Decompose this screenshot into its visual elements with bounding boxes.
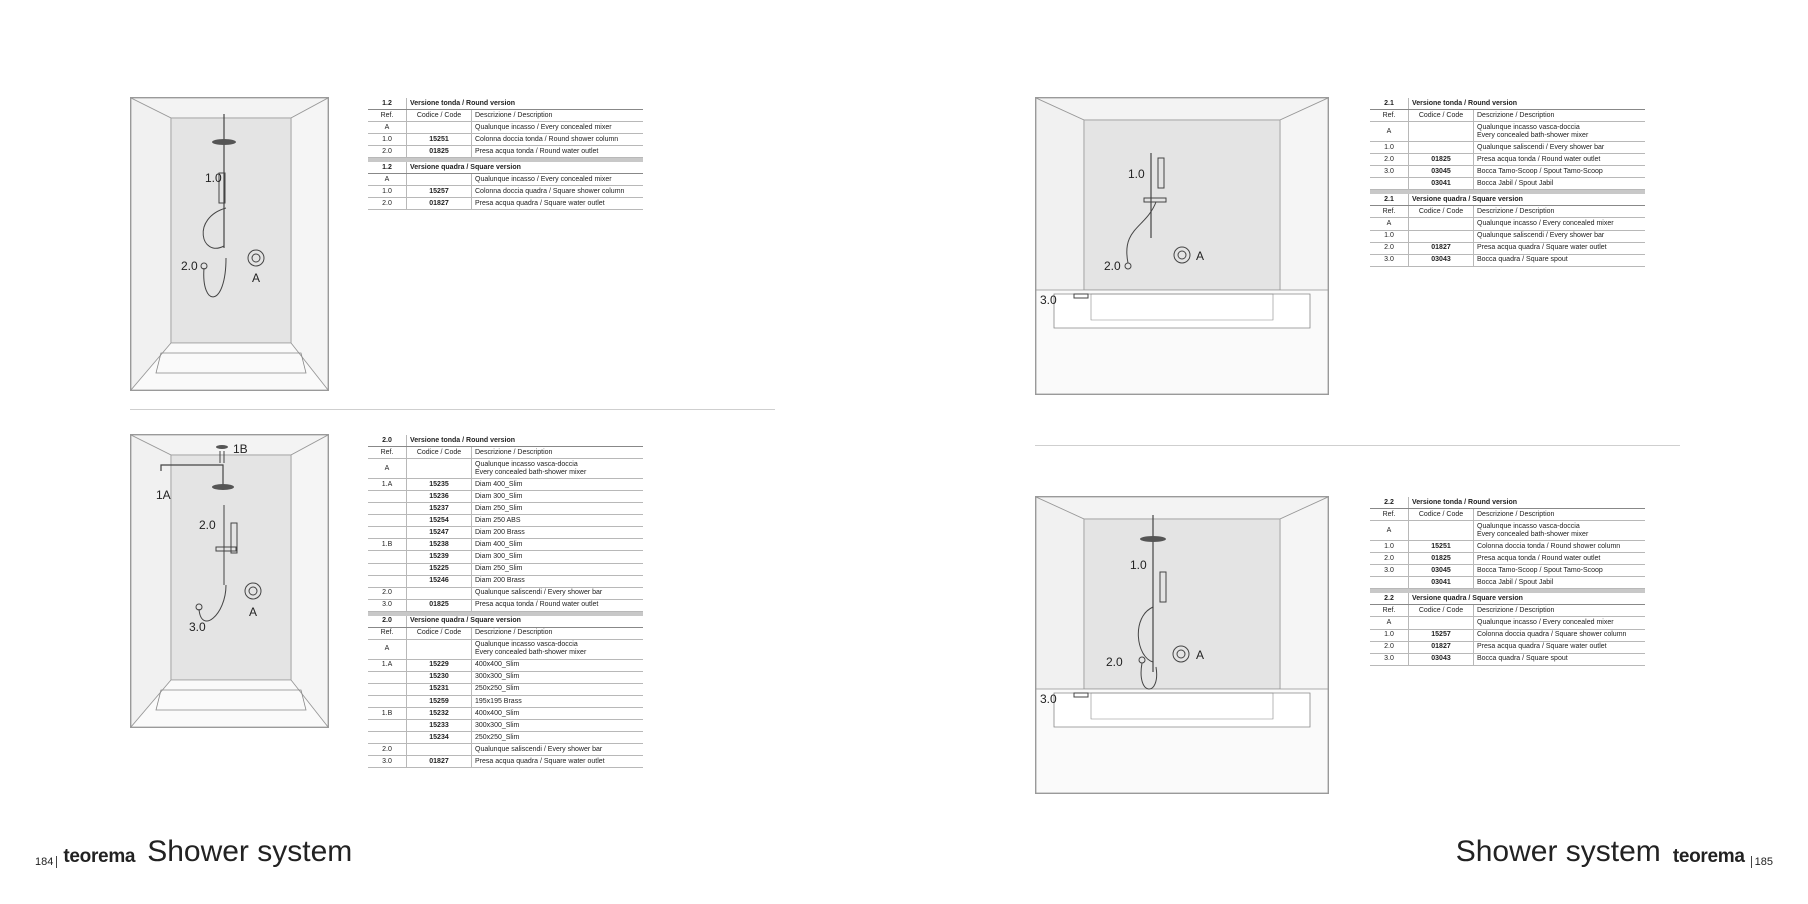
cell-code: 03041 bbox=[1409, 178, 1474, 190]
section-title: Shower system bbox=[147, 835, 353, 868]
cell-code: 15251 bbox=[1409, 541, 1474, 553]
table-row bbox=[368, 515, 643, 527]
cell-ref bbox=[368, 732, 407, 744]
cell-ref: 3.0 bbox=[368, 599, 407, 611]
col-ref: Ref. bbox=[1370, 110, 1409, 122]
cell-desc: Presa acqua quadra / Square water outlet bbox=[472, 198, 644, 210]
cell-ref: 3.0 bbox=[1370, 653, 1409, 665]
cell-desc: Diam 300_Slim bbox=[472, 551, 644, 563]
cell-code: 03043 bbox=[1409, 653, 1474, 665]
table-row bbox=[368, 671, 643, 683]
table-row bbox=[1370, 166, 1645, 178]
cell-code bbox=[1409, 230, 1474, 242]
cell-ref bbox=[368, 575, 407, 587]
table-row bbox=[368, 539, 643, 551]
col-code: Codice / Code bbox=[407, 627, 472, 639]
cell-code bbox=[1409, 521, 1474, 541]
cell-code: 15236 bbox=[407, 491, 472, 503]
cell-ref bbox=[368, 515, 407, 527]
cell-code bbox=[407, 744, 472, 756]
cell-desc: Qualunque incasso vasca-doccia Every concealed bath-shower mixer bbox=[472, 459, 644, 479]
cell-desc: Qualunque saliscendi / Every shower bar bbox=[1474, 230, 1646, 242]
cell-desc: 250x250_Slim bbox=[472, 683, 644, 695]
cell-ref bbox=[368, 503, 407, 515]
version-title: Versione quadra / Square version bbox=[407, 616, 644, 628]
cell-code: 15257 bbox=[407, 186, 472, 198]
col-desc: Descrizione / Description bbox=[472, 110, 644, 122]
cell-desc: Bocca quadra / Square spout bbox=[1474, 653, 1646, 665]
divider-left bbox=[130, 409, 775, 410]
cell-code: 15234 bbox=[407, 732, 472, 744]
col-ref: Ref. bbox=[368, 110, 407, 122]
cell-ref: 2.0 bbox=[368, 198, 407, 210]
cell-ref: A bbox=[368, 174, 407, 186]
cell-code bbox=[1409, 122, 1474, 142]
col-ref: Ref. bbox=[1370, 605, 1409, 617]
cell-desc: Diam 400_Slim bbox=[472, 539, 644, 551]
brand-logo: teorema bbox=[1672, 846, 1745, 867]
cell-desc: Diam 200 Brass bbox=[472, 527, 644, 539]
cell-code: 15247 bbox=[407, 527, 472, 539]
cell-desc: Presa acqua tonda / Round water outlet bbox=[1474, 154, 1646, 166]
illus-2-label-2-0: 2.0 bbox=[199, 518, 216, 532]
cell-desc: Qualunque incasso / Every concealed mixer bbox=[1474, 617, 1646, 629]
cell-code: 15257 bbox=[1409, 629, 1474, 641]
cell-code: 03045 bbox=[1409, 166, 1474, 178]
table-row bbox=[368, 708, 643, 720]
cell-desc: Diam 300_Slim bbox=[472, 491, 644, 503]
cell-desc: Qualunque incasso / Every concealed mixer bbox=[472, 122, 644, 134]
table-row bbox=[368, 587, 643, 599]
table-row bbox=[1370, 577, 1645, 589]
table-row bbox=[1370, 617, 1645, 629]
shower-illustration-1-2 bbox=[130, 97, 329, 391]
cell-ref bbox=[1370, 577, 1409, 589]
table-row bbox=[368, 186, 643, 198]
cell-desc: Qualunque incasso / Every concealed mixer bbox=[1474, 218, 1646, 230]
cell-code bbox=[407, 459, 472, 479]
table-row bbox=[1370, 521, 1645, 541]
cell-desc: Diam 250_Slim bbox=[472, 503, 644, 515]
cell-ref: A bbox=[368, 639, 407, 659]
cell-code: 03041 bbox=[1409, 577, 1474, 589]
cell-ref: 1.0 bbox=[1370, 629, 1409, 641]
cell-code: 15235 bbox=[407, 479, 472, 491]
cell-desc: Qualunque incasso vasca-doccia Every concealed bath-shower mixer bbox=[1474, 122, 1646, 142]
version-title: Versione quadra / Square version bbox=[1409, 593, 1646, 605]
cell-desc: 250x250_Slim bbox=[472, 732, 644, 744]
spec-table-2-2 bbox=[1370, 497, 1645, 666]
table-row bbox=[368, 503, 643, 515]
cell-desc: Colonna doccia quadra / Square shower column bbox=[1474, 629, 1646, 641]
page-number: 185 bbox=[1751, 856, 1773, 868]
illus-2-label-1a: 1A bbox=[156, 488, 171, 502]
illus-3-label-2-0: 2.0 bbox=[1104, 259, 1121, 273]
cell-ref: 1.0 bbox=[1370, 230, 1409, 242]
table-row bbox=[1370, 122, 1645, 142]
table-row bbox=[1370, 541, 1645, 553]
spec-table-2-0 bbox=[368, 435, 643, 768]
col-ref: Ref. bbox=[1370, 509, 1409, 521]
cell-ref: 1.0 bbox=[368, 186, 407, 198]
cell-desc: Bocca Tamo-Scoop / Spout Tamo-Scoop bbox=[1474, 166, 1646, 178]
illus-3-label-1-0: 1.0 bbox=[1128, 167, 1145, 181]
cell-desc: Bocca Jabil / Spout Jabil bbox=[1474, 178, 1646, 190]
version-title: Versione tonda / Round version bbox=[407, 98, 644, 110]
illus-4-label-2-0: 2.0 bbox=[1106, 655, 1123, 669]
cell-ref bbox=[368, 696, 407, 708]
section-number: 2.1 bbox=[1370, 98, 1409, 110]
cell-desc: 300x300_Slim bbox=[472, 671, 644, 683]
cell-code bbox=[407, 639, 472, 659]
cell-desc: Bocca quadra / Square spout bbox=[1474, 254, 1646, 266]
cell-desc: Qualunque incasso vasca-doccia Every concealed bath-shower mixer bbox=[472, 639, 644, 659]
cell-ref: A bbox=[1370, 122, 1409, 142]
col-code: Codice / Code bbox=[407, 447, 472, 459]
spec-table-1-2 bbox=[368, 98, 643, 210]
cell-code: 01827 bbox=[407, 756, 472, 768]
cell-ref: 1.A bbox=[368, 479, 407, 491]
cell-ref: 1.0 bbox=[1370, 142, 1409, 154]
section-number: 1.2 bbox=[368, 162, 407, 174]
cell-ref bbox=[368, 671, 407, 683]
table-row bbox=[1370, 242, 1645, 254]
cell-code: 15230 bbox=[407, 671, 472, 683]
cell-code: 15239 bbox=[407, 551, 472, 563]
illus-4-label-3-0: 3.0 bbox=[1040, 692, 1057, 706]
bath-illustration-2-1 bbox=[1035, 97, 1329, 395]
cell-desc: 195x195 Brass bbox=[472, 696, 644, 708]
cell-desc: Presa acqua tonda / Round water outlet bbox=[1474, 553, 1646, 565]
cell-ref: 2.0 bbox=[1370, 641, 1409, 653]
col-code: Codice / Code bbox=[407, 110, 472, 122]
cell-code: 15259 bbox=[407, 696, 472, 708]
section-title: Shower system bbox=[1455, 835, 1661, 868]
table-row bbox=[368, 146, 643, 158]
cell-code bbox=[1409, 142, 1474, 154]
cell-desc: Presa acqua quadra / Square water outlet bbox=[472, 756, 644, 768]
footer-right bbox=[1456, 828, 1773, 868]
cell-code: 15229 bbox=[407, 659, 472, 671]
cell-ref bbox=[368, 527, 407, 539]
divider-right bbox=[1035, 445, 1680, 446]
cell-ref: 1.0 bbox=[1370, 541, 1409, 553]
table-row bbox=[368, 563, 643, 575]
table-row bbox=[368, 756, 643, 768]
page-number: 184 bbox=[35, 856, 57, 868]
cell-ref: 1.B bbox=[368, 708, 407, 720]
cell-desc: Qualunque saliscendi / Every shower bar bbox=[1474, 142, 1646, 154]
cell-code: 15246 bbox=[407, 575, 472, 587]
cell-code: 15232 bbox=[407, 708, 472, 720]
version-title: Versione tonda / Round version bbox=[1409, 98, 1646, 110]
cell-desc: Colonna doccia quadra / Square shower column bbox=[472, 186, 644, 198]
table-row bbox=[1370, 553, 1645, 565]
table-row bbox=[368, 527, 643, 539]
cell-ref bbox=[368, 491, 407, 503]
cell-desc: Bocca Jabil / Spout Jabil bbox=[1474, 577, 1646, 589]
table-row bbox=[368, 479, 643, 491]
cell-ref: A bbox=[1370, 218, 1409, 230]
cell-desc: Diam 400_Slim bbox=[472, 479, 644, 491]
table-row bbox=[368, 134, 643, 146]
cell-ref bbox=[1370, 178, 1409, 190]
illus-1-label-1-0: 1.0 bbox=[205, 171, 222, 185]
illus-3-label-3-0: 3.0 bbox=[1040, 293, 1057, 307]
section-number: 2.2 bbox=[1370, 497, 1409, 509]
cell-code bbox=[407, 122, 472, 134]
cell-code: 03045 bbox=[1409, 565, 1474, 577]
table-row bbox=[368, 599, 643, 611]
table-row bbox=[368, 459, 643, 479]
cell-ref: A bbox=[1370, 521, 1409, 541]
footer-left bbox=[35, 828, 352, 868]
illus-2-label-a: A bbox=[249, 605, 258, 619]
cell-desc: Colonna doccia tonda / Round shower column bbox=[1474, 541, 1646, 553]
cell-code: 15233 bbox=[407, 720, 472, 732]
cell-desc: Qualunque incasso vasca-doccia Every concealed bath-shower mixer bbox=[1474, 521, 1646, 541]
cell-ref: 2.0 bbox=[368, 146, 407, 158]
table-row bbox=[368, 720, 643, 732]
table-row bbox=[368, 174, 643, 186]
cell-ref: A bbox=[368, 122, 407, 134]
cell-ref: A bbox=[368, 459, 407, 479]
cell-ref: 2.0 bbox=[1370, 242, 1409, 254]
table-row bbox=[368, 575, 643, 587]
cell-code: 15225 bbox=[407, 563, 472, 575]
table-row bbox=[1370, 178, 1645, 190]
col-code: Codice / Code bbox=[1409, 206, 1474, 218]
cell-desc: Diam 250_Slim bbox=[472, 563, 644, 575]
table-row bbox=[368, 639, 643, 659]
illus-4-label-1-0: 1.0 bbox=[1130, 558, 1147, 572]
cell-code: 03043 bbox=[1409, 254, 1474, 266]
shower-illustration-2-0 bbox=[130, 434, 329, 728]
cell-ref: 3.0 bbox=[368, 756, 407, 768]
cell-ref: 1.A bbox=[368, 659, 407, 671]
cell-code: 01825 bbox=[407, 599, 472, 611]
cell-ref: 2.0 bbox=[368, 744, 407, 756]
col-ref: Ref. bbox=[368, 627, 407, 639]
cell-desc: Presa acqua tonda / Round water outlet bbox=[472, 146, 644, 158]
cell-desc: 400x400_Slim bbox=[472, 659, 644, 671]
table-row bbox=[1370, 142, 1645, 154]
col-ref: Ref. bbox=[1370, 206, 1409, 218]
cell-ref: 3.0 bbox=[1370, 565, 1409, 577]
table-row bbox=[368, 744, 643, 756]
version-title: Versione quadra / Square version bbox=[1409, 194, 1646, 206]
table-row bbox=[368, 198, 643, 210]
cell-desc: Qualunque saliscendi / Every shower bar bbox=[472, 744, 644, 756]
section-number: 2.2 bbox=[1370, 593, 1409, 605]
cell-code: 15238 bbox=[407, 539, 472, 551]
cell-desc: 400x400_Slim bbox=[472, 708, 644, 720]
table-row bbox=[368, 551, 643, 563]
cell-ref: 2.0 bbox=[1370, 154, 1409, 166]
cell-desc: Qualunque incasso / Every concealed mixer bbox=[472, 174, 644, 186]
cell-ref bbox=[368, 563, 407, 575]
table-row bbox=[1370, 154, 1645, 166]
illus-2-label-3-0: 3.0 bbox=[189, 620, 206, 634]
cell-desc: 300x300_Slim bbox=[472, 720, 644, 732]
cell-desc: Diam 250 ABS bbox=[472, 515, 644, 527]
cell-ref: 3.0 bbox=[1370, 166, 1409, 178]
table-row bbox=[368, 122, 643, 134]
section-number: 2.0 bbox=[368, 616, 407, 628]
cell-code bbox=[1409, 218, 1474, 230]
col-code: Codice / Code bbox=[1409, 509, 1474, 521]
cell-ref bbox=[368, 720, 407, 732]
col-desc: Descrizione / Description bbox=[1474, 110, 1646, 122]
table-row bbox=[368, 659, 643, 671]
col-code: Codice / Code bbox=[1409, 605, 1474, 617]
cell-ref: 2.0 bbox=[368, 587, 407, 599]
illus-2-label-1b: 1B bbox=[233, 442, 248, 456]
cell-desc: Presa acqua quadra / Square water outlet bbox=[1474, 641, 1646, 653]
spec-table-2-1 bbox=[1370, 98, 1645, 267]
illus-4-label-a: A bbox=[1196, 648, 1205, 662]
table-row bbox=[1370, 230, 1645, 242]
cell-code: 15254 bbox=[407, 515, 472, 527]
version-title: Versione tonda / Round version bbox=[1409, 497, 1646, 509]
table-row bbox=[1370, 653, 1645, 665]
cell-desc: Qualunque saliscendi / Every shower bar bbox=[472, 587, 644, 599]
col-ref: Ref. bbox=[368, 447, 407, 459]
cell-code bbox=[1409, 617, 1474, 629]
cell-code: 01827 bbox=[407, 198, 472, 210]
cell-code: 01825 bbox=[1409, 553, 1474, 565]
cell-ref: A bbox=[1370, 617, 1409, 629]
table-row bbox=[368, 732, 643, 744]
table-row bbox=[1370, 641, 1645, 653]
cell-code bbox=[407, 174, 472, 186]
cell-desc: Presa acqua quadra / Square water outlet bbox=[1474, 242, 1646, 254]
illus-3-label-a: A bbox=[1196, 249, 1205, 263]
col-desc: Descrizione / Description bbox=[472, 447, 644, 459]
table-row bbox=[1370, 629, 1645, 641]
cell-code: 01827 bbox=[1409, 641, 1474, 653]
cell-ref bbox=[368, 683, 407, 695]
illus-1-label-2-0: 2.0 bbox=[181, 259, 198, 273]
cell-code: 15251 bbox=[407, 134, 472, 146]
brand-logo: teorema bbox=[63, 846, 136, 867]
cell-ref: 1.B bbox=[368, 539, 407, 551]
table-row bbox=[368, 683, 643, 695]
cell-ref: 1.0 bbox=[368, 134, 407, 146]
col-desc: Descrizione / Description bbox=[1474, 206, 1646, 218]
cell-code: 01825 bbox=[1409, 154, 1474, 166]
table-row bbox=[1370, 218, 1645, 230]
cell-ref: 2.0 bbox=[1370, 553, 1409, 565]
col-desc: Descrizione / Description bbox=[1474, 605, 1646, 617]
version-title: Versione quadra / Square version bbox=[407, 162, 644, 174]
cell-code: 15237 bbox=[407, 503, 472, 515]
section-number: 1.2 bbox=[368, 98, 407, 110]
section-number: 2.0 bbox=[368, 435, 407, 447]
cell-code bbox=[407, 587, 472, 599]
section-number: 2.1 bbox=[1370, 194, 1409, 206]
cell-ref: 3.0 bbox=[1370, 254, 1409, 266]
version-title: Versione tonda / Round version bbox=[407, 435, 644, 447]
table-row bbox=[1370, 565, 1645, 577]
cell-code: 01825 bbox=[407, 146, 472, 158]
cell-desc: Presa acqua tonda / Round water outlet bbox=[472, 599, 644, 611]
cell-code: 01827 bbox=[1409, 242, 1474, 254]
col-desc: Descrizione / Description bbox=[472, 627, 644, 639]
table-row bbox=[1370, 254, 1645, 266]
col-code: Codice / Code bbox=[1409, 110, 1474, 122]
cell-desc: Bocca Tamo-Scoop / Spout Tamo-Scoop bbox=[1474, 565, 1646, 577]
cell-desc: Diam 200 Brass bbox=[472, 575, 644, 587]
illus-1-label-a: A bbox=[252, 271, 261, 285]
cell-ref bbox=[368, 551, 407, 563]
table-row bbox=[368, 696, 643, 708]
table-row bbox=[368, 491, 643, 503]
cell-desc: Colonna doccia tonda / Round shower column bbox=[472, 134, 644, 146]
bath-illustration-2-2 bbox=[1035, 496, 1329, 794]
cell-code: 15231 bbox=[407, 683, 472, 695]
col-desc: Descrizione / Description bbox=[1474, 509, 1646, 521]
